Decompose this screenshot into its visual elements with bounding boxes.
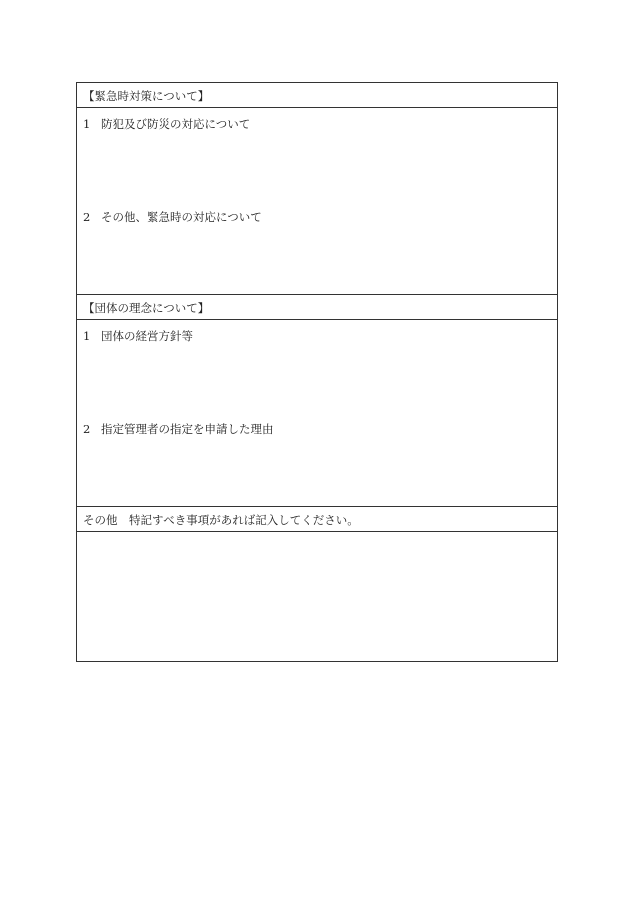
emergency-header-row [77, 83, 557, 108]
emergency-item-1 [83, 117, 250, 131]
emergency-body-cell[interactable] [77, 108, 557, 295]
item-label: その他、緊急時の対応について [101, 210, 262, 224]
philosophy-item-2 [83, 422, 274, 436]
item-number: 1 [83, 329, 91, 343]
other-heading: その他 特記すべき事項があれば記入してください。 [83, 513, 359, 527]
item-number: 1 [83, 117, 91, 131]
other-body-cell[interactable] [77, 532, 557, 661]
philosophy-header-row [77, 295, 557, 320]
item-label: 防犯及び防災の対応について [101, 117, 251, 131]
philosophy-body-cell[interactable] [77, 320, 557, 507]
item-number: 2 [83, 210, 91, 224]
item-label: 指定管理者の指定を申請した理由 [101, 422, 274, 436]
form-table [76, 82, 558, 662]
emergency-item-2 [83, 210, 262, 224]
item-number: 2 [83, 422, 91, 436]
other-header-row [77, 507, 557, 532]
philosophy-heading: 【団体の理念について】 [83, 301, 210, 315]
item-label: 団体の経営方針等 [101, 329, 193, 343]
philosophy-item-1 [83, 329, 193, 343]
emergency-heading: 【緊急時対策について】 [83, 89, 210, 103]
